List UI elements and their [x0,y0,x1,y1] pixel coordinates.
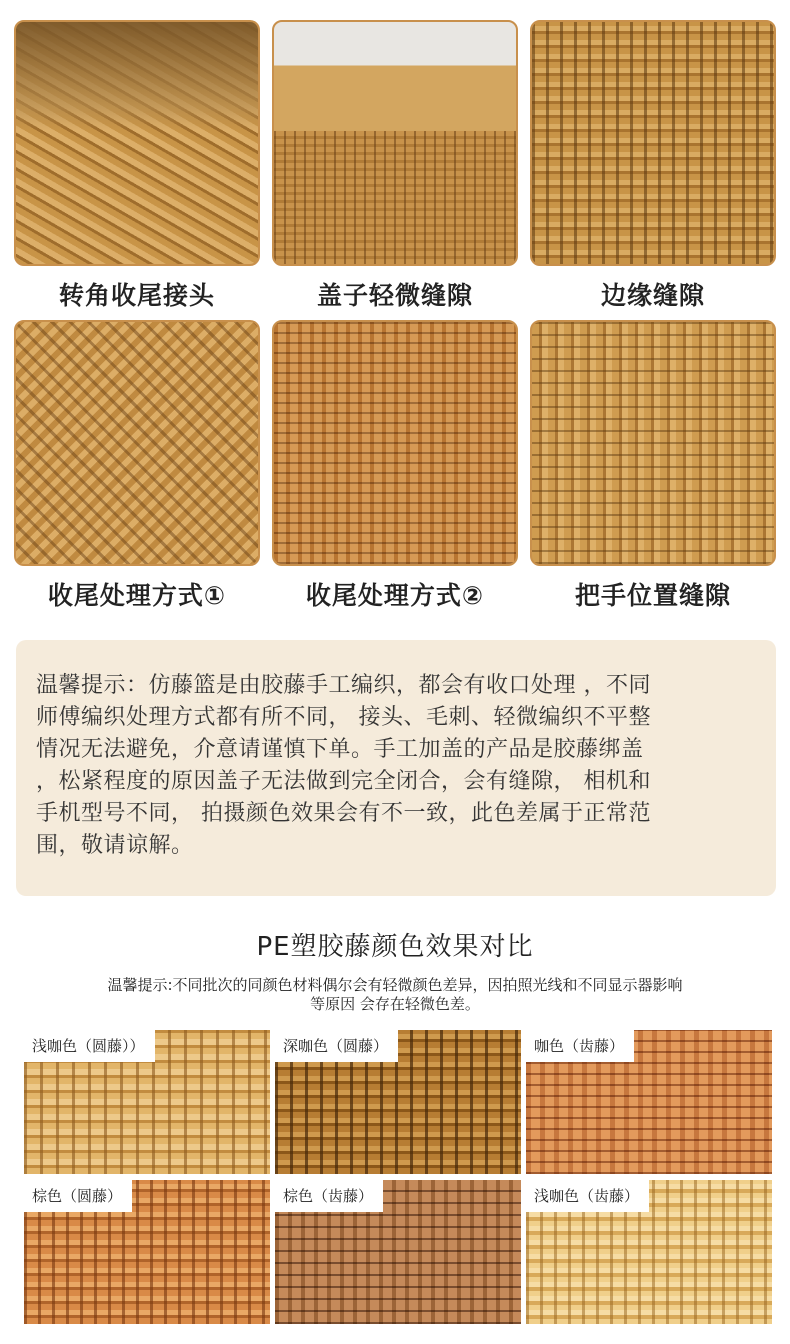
detail-photo-edge-gap [530,20,776,266]
detail-photo-corner-joint [14,20,260,266]
swatch-dark-coffee-round [275,1030,521,1174]
swatch-label: 棕色（圆藤） [24,1180,132,1212]
color-comparison-title: PE塑胶藤颜色效果对比 [256,932,534,962]
detail-photo-handle-gap [530,320,776,566]
swatch-light-coffee-round [24,1030,270,1174]
swatch-label: 浅咖色（齿藤） [526,1180,649,1212]
notice-line: ，松紧程度的原因盖子无法做到完全闭合，会有缝隙， 相机和 [36,769,651,794]
color-note-line-1: 温馨提示:不同批次的同颜色材料偶尔会有轻微颜色差异，因拍照光线和不同显示器影响 [107,976,683,994]
caption-corner-joint: 转角收尾接头 [58,281,215,310]
notice-line: 温馨提示：仿藤篮是由胶藤手工编织，都会有收口处理 ，不同 [36,673,651,698]
swatch-light-coffee-toothed [526,1180,772,1324]
swatch-brown-toothed [275,1180,521,1324]
swatch-label: 深咖色（圆藤） [275,1030,398,1062]
notice-box [16,640,776,896]
swatch-label: 棕色（齿藤） [275,1180,383,1212]
notice-line: 围，敬请谅解。 [36,833,194,858]
swatch-label: 浅咖色（圆藤）） [24,1030,155,1062]
caption-handle-gap: 把手位置缝隙 [574,581,731,610]
detail-photo-finish-method-2 [272,320,518,566]
swatch-brown-round [24,1180,270,1324]
caption-finish-method-1: 收尾处理方式① [47,581,227,610]
detail-photo-finish-method-1 [14,320,260,566]
swatch-label: 咖色（齿藤） [526,1030,634,1062]
caption-finish-method-2: 收尾处理方式② [305,581,485,610]
notice-line: 情况无法避免，介意请谨慎下单。手工加盖的产品是胶藤绑盖 [36,737,644,762]
swatch-coffee-toothed [526,1030,772,1174]
notice-line: 手机型号不同， 拍摄颜色效果会有不一致，此色差属于正常范 [36,801,651,826]
caption-edge-gap: 边缘缝隙 [600,281,705,310]
color-difference-note [40,976,750,1014]
color-note-line-2: 等原因 会存在轻微色差。 [310,995,480,1013]
caption-lid-gap: 盖子轻微缝隙 [316,281,473,310]
detail-photo-lid-gap [272,20,518,266]
notice-line: 师傅编织处理方式都有所不同， 接头、毛刺、轻微编织不平整 [36,705,651,730]
